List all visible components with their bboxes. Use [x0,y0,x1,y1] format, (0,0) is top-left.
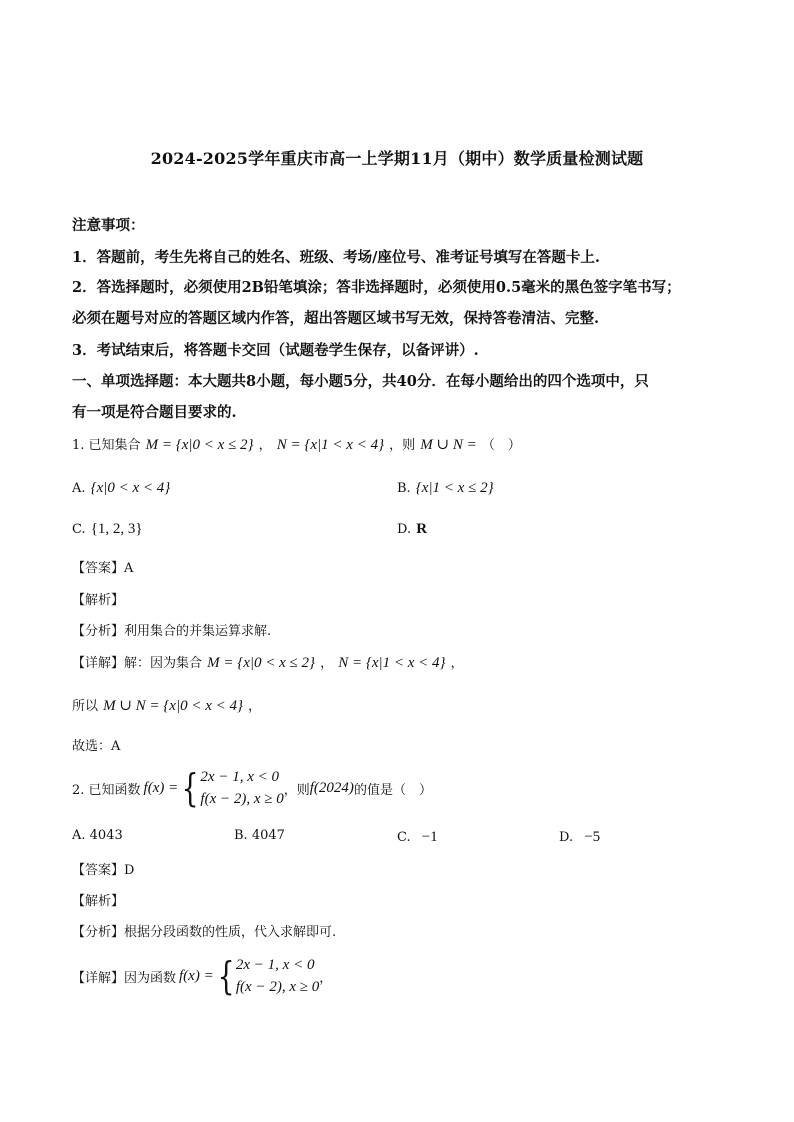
notice-item-2: 2．答选择题时，必须使用2B铅笔填涂；答非选择题时，必须使用0.5毫米的黑色签字笔书写； [72,279,681,296]
q1-union: M ∪ N = [420,437,477,453]
q2-option-d [559,826,600,846]
q1-so [72,695,261,715]
q1-so-end: ， [248,699,262,714]
q1-sep: ， [258,438,272,453]
option-c-label: C. [72,522,86,537]
q1-fenxi: 【分析】利用集合的并集运算求解. [72,624,272,639]
option-c-value: −1 [421,829,438,845]
option-d-label: D. [397,522,412,537]
q2-row1: 2x − 1, x < 0 [200,769,279,785]
option-a-label: A. [72,481,86,496]
q1-tail-text: ，则 [389,438,416,453]
q2-prefix: 2. 已知函数 [72,782,141,798]
q2-detail-row1: 2x − 1, x < 0 [235,957,315,973]
q2-f2024: f(2024) [309,779,354,796]
q1-choice: 故选：A [72,739,121,754]
q1-detail-sep: ， [320,656,334,671]
q1-paren: （ ） [481,438,521,453]
q2-mid: ，则 [283,782,310,798]
section-heading-line1: 一、单项选择题：本大题共8小题，每小题5分，共40分．在每小题给出的四个选项中，只 [72,373,649,390]
q1-answer: 【答案】A [72,561,134,576]
notice-item-1: 1．答题前，考生先将自己的姓名、班级、考场/座位号、准考证号填写在答题卡上. [72,249,600,266]
notice-heading: 注意事项： [72,217,145,234]
q2-answer: 【答案】D [72,863,135,878]
option-d-value: −5 [584,829,601,845]
option-d-value: R [416,521,428,537]
notice-item-3: 3．考试结束后，将答题卡交回（试题卷学生保存，以备评讲）. [72,342,479,359]
option-a-value: {x|0 < x < 4} [90,480,171,496]
option-b-label: B. [397,481,411,496]
q2-detail-end: ， [319,970,333,986]
q2-analysis: 【解析】 [72,894,125,909]
q2-option-a: A. 4043 [72,828,123,843]
option-d-label: D. [559,830,574,845]
option-c-value: {1, 2, 3} [90,521,143,537]
q2-option-c [397,826,438,846]
q1-set-m: M = {x|0 < x ≤ 2} [145,437,254,453]
q2-tail: 的值是（ ） [353,782,432,798]
q2-fenxi: 【分析】根据分段函数的性质，代入求解即可. [72,925,337,940]
q2-detail-row2: f(x − 2), x ≥ 0 [235,979,320,995]
section-heading-line2: 有一项是符合题目要求的. [72,404,237,421]
question-2 [72,764,432,812]
q1-detail [72,652,464,672]
q1-set-n: N = {x|1 < x < 4} [276,437,385,453]
q2-detail-prefix: 【详解】因为函数 [72,970,177,986]
option-b-value: {x|1 < x ≤ 2} [415,480,494,496]
q1-so-prefix: 所以 [72,699,99,714]
notice-item-2-cont: 必须在题号对应的答题区域内作答，超出答题区域书写无效，保持答卷清洁、完整. [72,310,600,327]
q1-option-b [397,477,494,497]
brace-symbol: { [181,766,199,810]
q1-so-math: M ∪ N = {x|0 < x < 4} [103,698,243,714]
q2-fx: f(x) = [143,779,179,796]
q1-prefix: 1. 已知集合 [72,438,141,453]
page-title: 2024-2025学年重庆市高一上学期11月（期中）数学质量检测试题 [150,149,644,168]
q2-detail-fx: f(x) = [179,967,214,984]
q1-detail-prefix: 【详解】解：因为集合 [72,656,203,671]
q1-detail-m: M = {x|0 < x ≤ 2} [207,655,316,671]
q2-detail [72,952,332,1000]
q1-analysis: 【解析】 [72,593,125,608]
q1-option-c [72,518,143,538]
q1-detail-n: N = {x|1 < x < 4} [338,655,446,671]
q1-option-d [397,518,427,538]
brace-symbol: { [217,954,235,998]
q1-detail-end: ， [450,656,464,671]
option-c-label: C. [397,830,411,845]
q2-row2: f(x − 2), x ≥ 0 [200,791,284,807]
q2-option-b: B. 4047 [234,828,285,843]
q1-option-a [72,477,170,497]
question-1 [72,434,521,454]
